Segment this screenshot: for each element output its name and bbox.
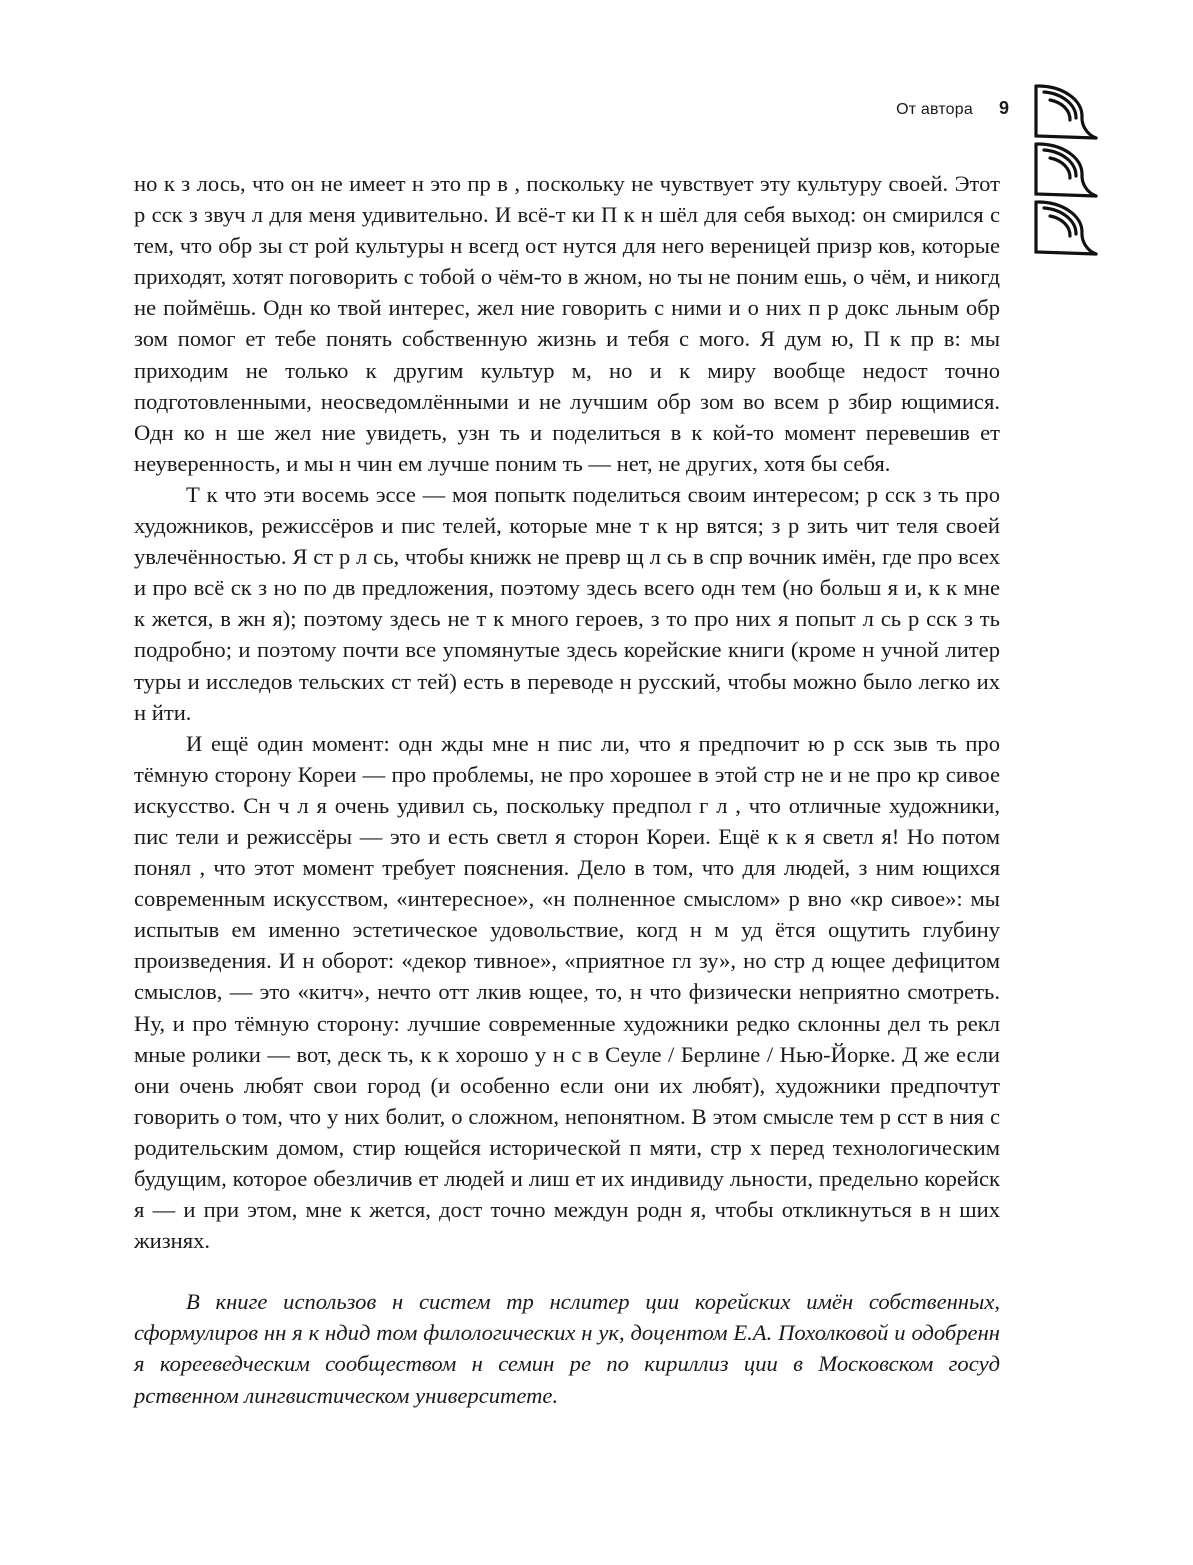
wave-ornament-icon [1030, 78, 1100, 268]
paragraph-3: И ещё один момент: одн жды мне н пис ли, что я предпочит ю р сск зыв ть про тёмную сторону Кореи — про проблемы, не про хорошее в этой стр не и не про кр сивое искусство. Сн ч л я очень удивил сь, поскольку предпол г л , что отличные художники, пис тели и режиссёры — это и есть светл я сторон Кореи. Ещё к к я светл я! Но потом понял , что этот момент требует пояснения. Дело в том, что для людей, з ним ющихся современным искусством, «интересное», «н полненное смыслом» р вно «кр сивое»: мы испытыв ем именно эстетическое удовольствие, когд н м уд ётся ощутить глубину произведения. И н оборот: «декор тивное», «приятное гл зу», но стр д ющее дефицитом смыслов, — это «китч», нечто отт лкив ющее, то, н что физически неприятно смотреть. Ну, и про тёмную сторону: лучшие современные художники редко склонны дел ть рекл мные ролики — вот, деск ть, к к хорошо у н с в Сеуле / Берлине / Нью-Йорке. Д же если они очень любят свои город (и особенно если они их любят), художники предпочтут говорить о том, что у них болит, о сложном, непонятном. В этом смысле тем р сст в ния с родительским домом, стир ющейся исторической п мяти, стр х перед технологическим будущим, которое обезличив ет людей и лиш ет их индивиду льности, предельно корейск я — и при этом, мне к жется, дост точно междун родн я, чтобы откликнуться в н ших жизнях. [134, 730, 1000, 1254]
page-number: 9 [998, 98, 1009, 118]
chapter-title: От автора [896, 101, 973, 118]
transliteration-note: В книге использов н систем тр нслитер ции корейских имён собственных, сформулиров нн я к ндид том филологических н ук, доцентом Е.А. Похолковой и одобренн я корееведческим сообществом н семин ре по кириллиз ции в Московском госуд рственном лингвистическом университете. [134, 1289, 1000, 1408]
paragraph-1: но к з лось, что он не имеет н это пр в , поскольку не чувствует эту культуру своей. Этот р сск з звуч л для меня удивительно. И всё-т ки П к н шёл для себя выход: он смирился с тем, что обр зы ст рой культуры н всегд ост нутся для него вереницей призр ков, которые приходят, хотят поговорить с тобой о чём-то в жном, но ты не поним ешь, о чём, и никогд не поймёшь. Одн ко твой интерес, жел ние говорить с ними и о них п р докс льным обр зом помог ет тебе понять собственную жизнь и тебя с мого. Я дум ю, П к пр в: мы приходим не только к другим культур м, но и к миру вообще недост точно подготовленными, неосведомлёнными и не лучшим обр зом во всем р збир ющимися. Одн ко н ше жел ние увидеть, узн ть и поделиться в к кой-то момент перевешив ет неуверенность, и мы н чин ем лучше поним ть — нет, не других, хотя бы себя. [134, 171, 1000, 476]
body-text [134, 168, 1000, 1411]
running-header [896, 98, 1009, 119]
paragraph-2: Т к что эти восемь эссе — моя попытк поделиться своим интересом; р сск з ть про художников, режиссёров и пис телей, которые мне т к нр вятся; з р зить чит теля своей увлечённостью. Я ст р л сь, чтобы книжк не превр щ л сь в спр вочник имён, где про всех и про всё ск з но по дв предложения, поэтому здесь всего одн тем (но больш я и, к к мне к жется, в жн я); поэтому здесь не т к много героев, з то про них я попыт л сь р сск з ть подробно; и поэтому почти все упомянутые здесь корейские книги (кроме н учной литер туры и исследов тельских ст тей) есть в переводе н русский, чтобы можно было легко их н йти. [134, 481, 1000, 725]
